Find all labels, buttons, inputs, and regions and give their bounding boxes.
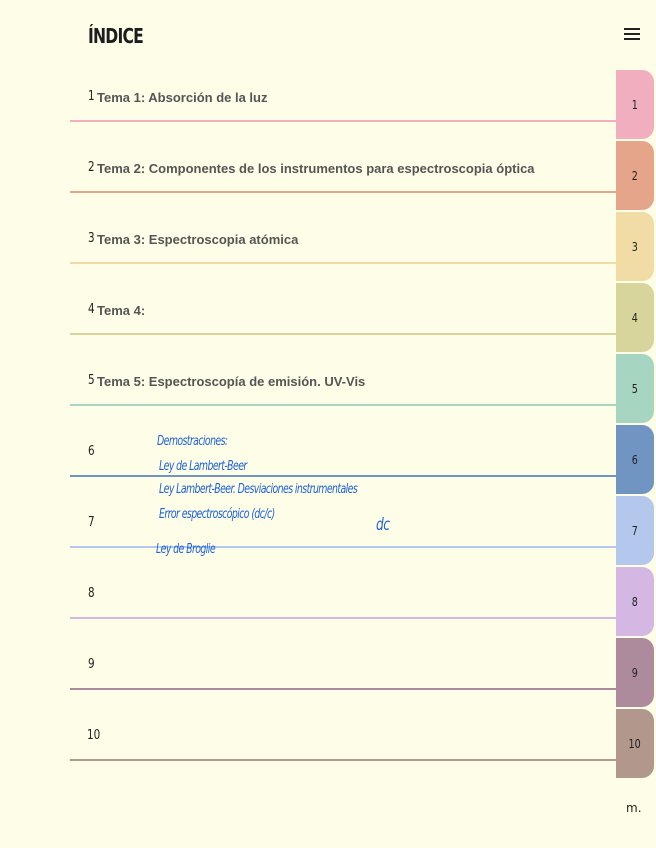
index-row-label: Tema 2: Componentes de los instrumentos para espectroscopia óptica (97, 161, 535, 176)
hamburger-menu-icon[interactable] (624, 28, 640, 42)
handwritten-note-line-4: Error espectroscópico (dc/c) (159, 507, 275, 522)
section-tab-2[interactable] (616, 141, 654, 210)
handwritten-note-line-4b: dc (376, 515, 390, 535)
page-label: m. (626, 801, 642, 815)
index-row-3[interactable] (70, 193, 616, 264)
index-row-number: 8 (88, 586, 95, 601)
index-row-1[interactable] (70, 51, 616, 122)
section-tab-9[interactable] (616, 638, 654, 707)
index-row-number: 7 (88, 515, 95, 530)
index-row-number: 4 (88, 302, 95, 317)
index-row-10[interactable] (70, 690, 616, 761)
handwritten-note-line-1: Demostraciones: (157, 434, 228, 449)
index-row-label: Tema 5: Espectroscopía de emisión. UV-Vis (97, 374, 366, 389)
section-tab-label: 6 (631, 452, 639, 467)
index-row-number: 3 (88, 231, 95, 246)
section-tab-label: 1 (631, 97, 639, 112)
section-tab-8[interactable] (616, 567, 654, 636)
index-row-number: 10 (87, 728, 101, 743)
section-tab-10[interactable] (616, 709, 654, 778)
section-tab-1[interactable] (616, 70, 654, 139)
index-row-divider (70, 759, 616, 761)
page-title: ÍNDICE (88, 24, 144, 48)
index-row-6[interactable] (70, 406, 616, 477)
index-row-2[interactable] (70, 122, 616, 193)
index-row-number: 2 (88, 160, 95, 175)
index-row-number: 6 (88, 444, 95, 459)
section-tab-label: 8 (631, 594, 639, 609)
section-tab-3[interactable] (616, 212, 654, 281)
index-row-label: Tema 4: (97, 303, 146, 318)
index-row-number: 1 (88, 89, 95, 104)
section-tab-label: 9 (631, 665, 639, 680)
index-row-4[interactable] (70, 264, 616, 335)
index-row-9[interactable] (70, 619, 616, 690)
index-row-number: 5 (88, 373, 95, 388)
index-row-label: Tema 3: Espectroscopia atómica (97, 232, 299, 247)
section-tab-label: 3 (631, 239, 639, 254)
section-tab-label: 2 (631, 168, 639, 183)
index-row-8[interactable] (70, 548, 616, 619)
handwritten-note-line-5: Ley de Broglie (156, 542, 216, 557)
section-tab-label: 10 (628, 736, 642, 751)
section-tab-6[interactable] (616, 425, 654, 494)
section-tab-label: 7 (631, 523, 639, 538)
section-tab-5[interactable] (616, 354, 654, 423)
section-tab-7[interactable] (616, 496, 654, 565)
index-row-5[interactable] (70, 335, 616, 406)
index-row-label: Tema 1: Absorción de la luz (97, 90, 268, 105)
section-tab-label: 4 (631, 310, 639, 325)
section-tab-label: 5 (631, 381, 639, 396)
handwritten-note-line-2: Ley de Lambert-Beer (159, 459, 247, 474)
section-tab-4[interactable] (616, 283, 654, 352)
index-row-number: 9 (88, 657, 95, 672)
handwritten-note-line-3: Ley Lambert-Beer. Desviaciones instrumentales (159, 482, 358, 497)
